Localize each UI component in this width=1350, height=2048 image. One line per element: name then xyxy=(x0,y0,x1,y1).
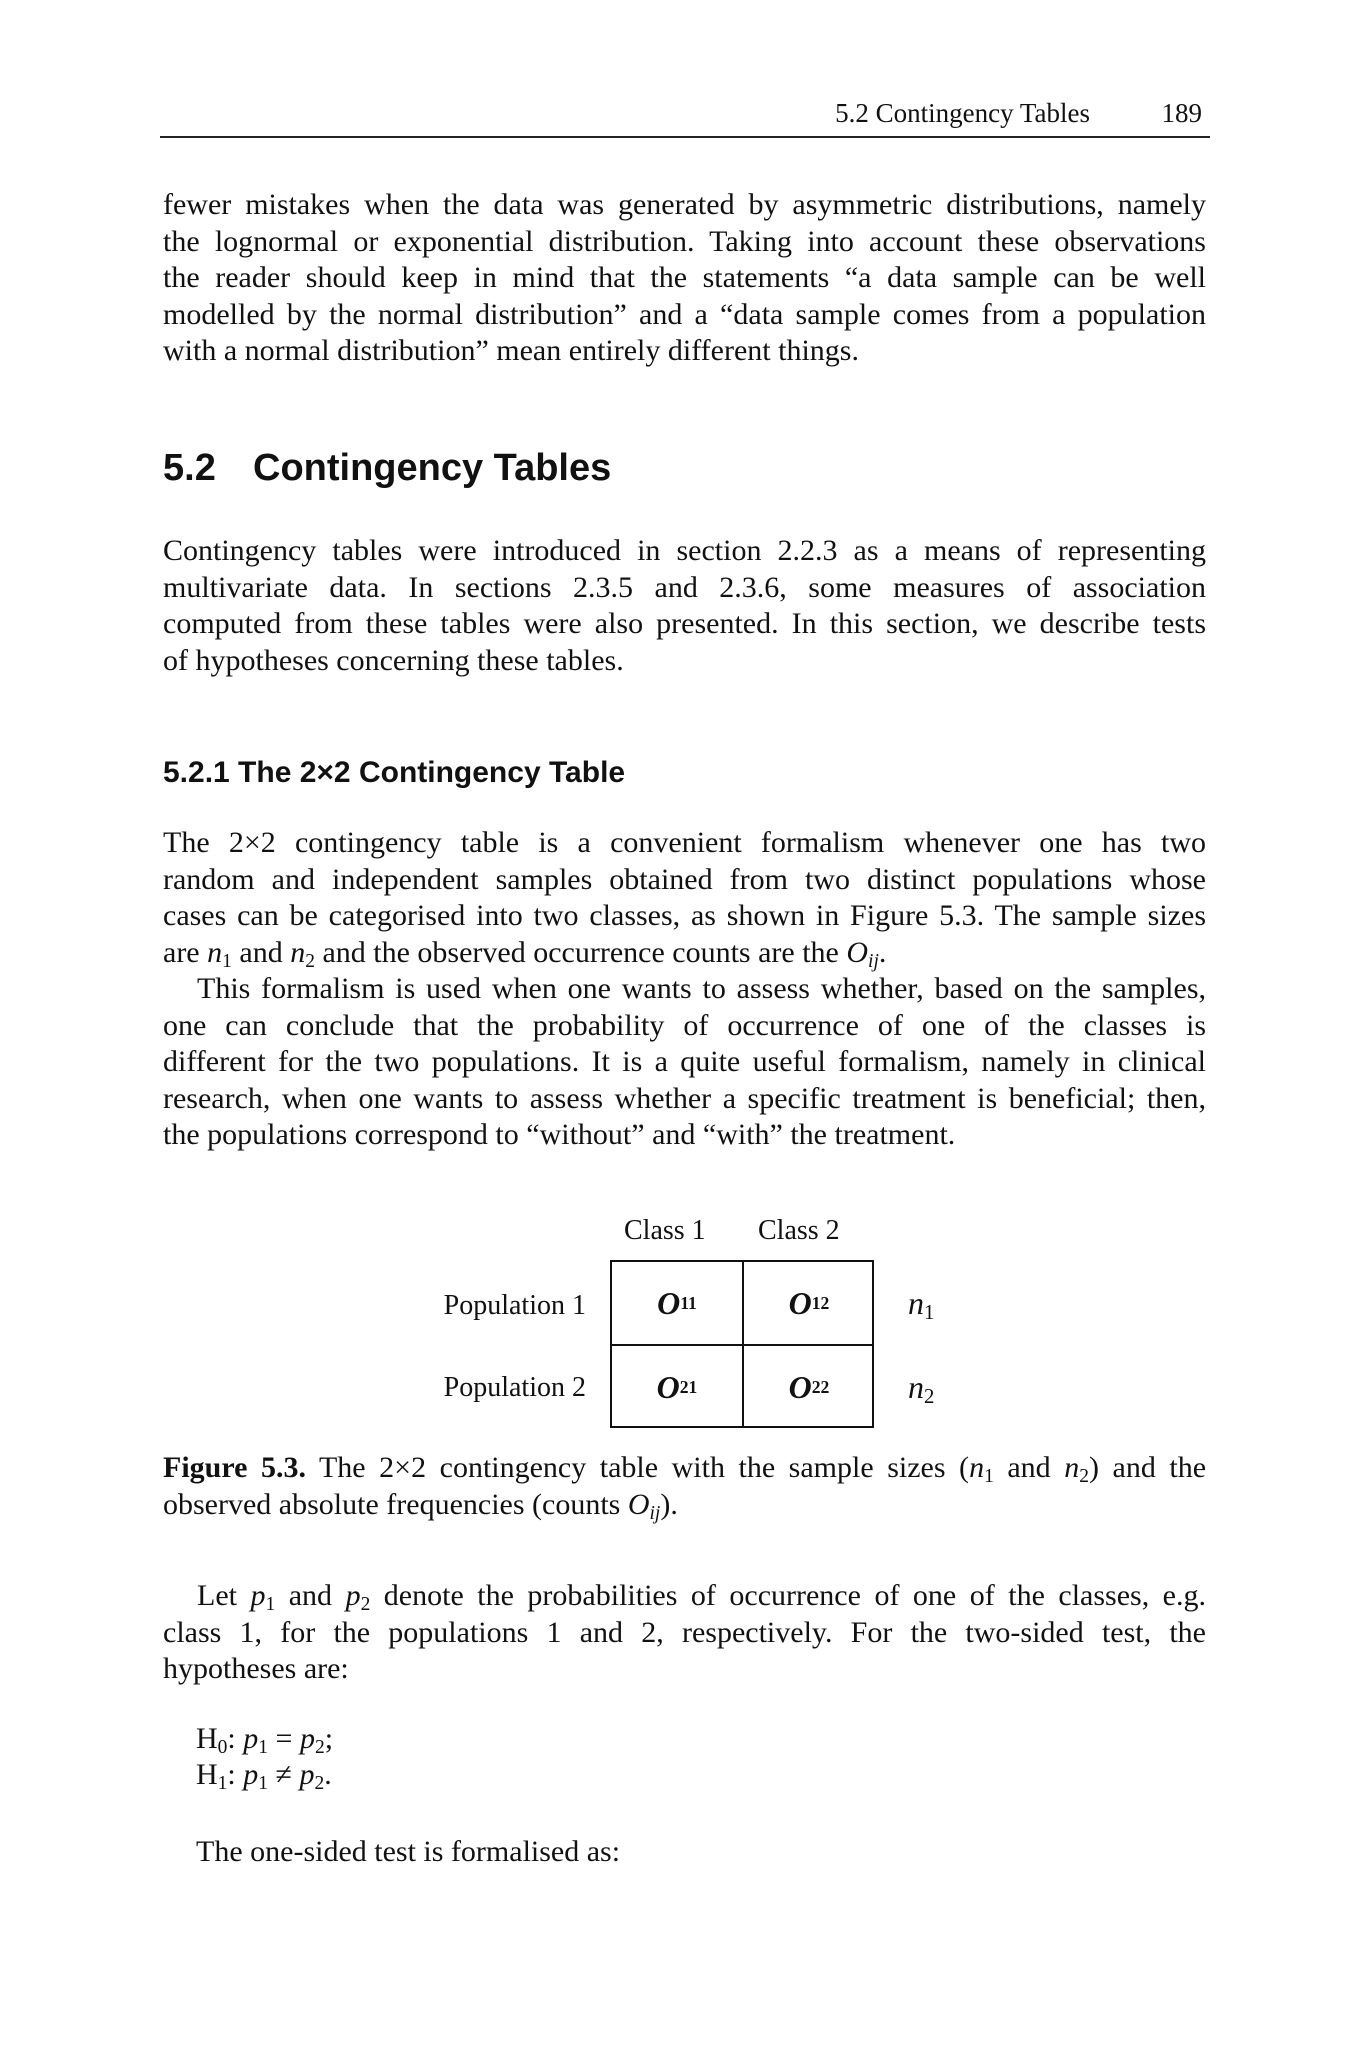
math-symbol: p xyxy=(299,1758,315,1791)
text-fragment: denote the probabilities of occurrence of one of the classes, e.g. xyxy=(370,1579,1207,1612)
text-fragment: . xyxy=(324,1758,332,1791)
math-subscript: 0 xyxy=(217,1736,228,1758)
text-line: with a normal distribution” mean entirely different things. xyxy=(163,334,859,367)
math-subscript: 1 xyxy=(222,950,232,972)
text-line: the lognormal or exponential distribution. Taking into account these observations xyxy=(163,224,1206,258)
text-line: cases can be categorised into two classes, as shown in Figure 5.3. The sample sizes xyxy=(163,899,1206,932)
text-fragment: and xyxy=(275,1579,346,1612)
text-line: fewer mistakes when the data was generated by asymmetric distributions, namely xyxy=(163,188,1206,221)
text-line: class 1, for the populations 1 and 2, respectively. For the two-sided test, the xyxy=(163,1615,1206,1649)
caption-label: Figure 5.3. xyxy=(163,1451,306,1484)
math-subscript: 2 xyxy=(305,950,315,972)
running-header xyxy=(160,96,1210,138)
math-symbol: n xyxy=(908,1369,924,1405)
math-symbol: p xyxy=(299,1722,315,1755)
cell-o12: O 12 xyxy=(788,1284,830,1321)
text-fragment: Let xyxy=(197,1579,251,1612)
math-subscript: ij xyxy=(649,1502,661,1524)
text-line: The 2×2 contingency table is a convenient formalism whenever one has two xyxy=(163,826,1206,859)
text-line: Contingency tables were introduced in section 2.2.3 as a means of representing xyxy=(163,534,1206,567)
math-symbol: H xyxy=(196,1722,218,1755)
header-section-title: 5.2 Contingency Tables xyxy=(835,98,1090,128)
subsection-paragraph-2 xyxy=(163,971,1206,1154)
caption-line xyxy=(163,1487,1206,1524)
math-symbol: n xyxy=(1064,1451,1080,1484)
math-subscript: 1 xyxy=(217,1772,228,1794)
math-subscript: 1 xyxy=(258,1772,269,1794)
text-fragment: and the observed occurrence counts are the xyxy=(314,935,847,969)
math-subscript: 2 xyxy=(314,1736,325,1758)
text-fragment: observed absolute frequencies (counts xyxy=(163,1487,628,1521)
text-line: hypotheses are: xyxy=(163,1652,349,1685)
text-fragment: are xyxy=(163,935,208,969)
subsection-heading: 5.2.1 The 2×2 Contingency Table xyxy=(163,756,626,789)
header-page-number: 189 xyxy=(1161,98,1202,128)
text-fragment: : xyxy=(227,1722,244,1755)
math-symbol: p xyxy=(345,1579,361,1612)
cell-o11: O 11 xyxy=(657,1284,697,1321)
column-header-class-2: Class 2 xyxy=(758,1215,840,1246)
math-operator: = xyxy=(268,1722,300,1755)
text-line: one can conclude that the probability of occurrence of one of the classes is xyxy=(163,1008,1206,1042)
text-line: modelled by the normal distribution” and a “data sample comes from a population xyxy=(163,297,1206,331)
one-sided-intro: The one-sided test is formalised as: xyxy=(196,1835,621,1868)
text-line: the populations correspond to “without” and “with” the treatment. xyxy=(163,1118,956,1151)
cell-o21: O 21 xyxy=(656,1368,698,1405)
text-fragment: and xyxy=(993,1451,1065,1484)
text-line: multivariate data. In sections 2.3.5 and 2.3.6, some measures of association xyxy=(163,570,1206,604)
text-line: of hypotheses concerning these tables. xyxy=(163,643,624,677)
row-header-population-1: Population 1 xyxy=(443,1290,586,1321)
math-subscript: 1 xyxy=(265,1593,276,1615)
text-fragment: . xyxy=(878,935,887,969)
math-symbol: p xyxy=(243,1722,259,1755)
math-symbol: H xyxy=(196,1758,218,1791)
math-subscript: 2 xyxy=(314,1772,325,1794)
section-paragraph xyxy=(163,533,1206,679)
math-subscript: 1 xyxy=(924,1301,935,1325)
hypothesis-h0 xyxy=(196,1722,333,1756)
text-fragment: and xyxy=(231,935,291,969)
text-fragment: ). xyxy=(660,1487,678,1521)
text-line: This formalism is used when one wants to assess whether, based on the samples, xyxy=(197,972,1206,1005)
text-line xyxy=(163,1578,1206,1615)
math-subscript: 2 xyxy=(1079,1465,1089,1487)
row-total-n2 xyxy=(908,1369,935,1409)
math-subscript: ij xyxy=(868,950,879,972)
text-fragment: ; xyxy=(324,1722,334,1755)
math-symbol: p xyxy=(250,1579,266,1612)
after-figure-paragraph xyxy=(163,1578,1206,1688)
contingency-grid xyxy=(610,1260,874,1428)
grid-divider xyxy=(612,1344,872,1346)
text-fragment: ) and the xyxy=(1088,1451,1207,1484)
math-symbol: O xyxy=(657,1284,681,1321)
math-symbol: O xyxy=(788,1284,812,1321)
math-symbol: O xyxy=(788,1368,812,1405)
subsection-paragraph-1 xyxy=(163,825,1206,971)
row-header-population-2: Population 2 xyxy=(443,1372,586,1403)
row-total-n1 xyxy=(908,1285,935,1325)
text-fragment: : xyxy=(227,1758,244,1791)
text-line: research, when one wants to assess whether a specific treatment is beneficial; then, xyxy=(163,1081,1206,1115)
text-line xyxy=(163,935,1206,972)
caption-line xyxy=(163,1450,1206,1487)
math-subscript: 1 xyxy=(258,1736,269,1758)
math-symbol: n xyxy=(207,935,223,969)
text-fragment: The 2×2 contingency table with the sample sizes ( xyxy=(305,1451,970,1484)
text-line: the reader should keep in mind that the statements “a data sample can be well xyxy=(163,261,1206,294)
math-symbol: O xyxy=(656,1368,680,1405)
text-line: computed from these tables were also presented. In this section, we describe tests xyxy=(163,607,1206,640)
hypothesis-h1 xyxy=(196,1758,332,1792)
math-operator: ≠ xyxy=(268,1758,300,1791)
math-subscript: 1 xyxy=(984,1465,994,1487)
text-line: different for the two populations. It is a quite useful formalism, namely in clinical xyxy=(163,1045,1206,1078)
math-subscript: 2 xyxy=(924,1385,935,1409)
math-symbol: O xyxy=(846,935,869,969)
math-symbol: n xyxy=(290,935,306,969)
intro-paragraph xyxy=(163,187,1206,370)
math-symbol: n xyxy=(908,1285,924,1321)
math-subscript: 2 xyxy=(360,1593,371,1615)
cell-o22: O 22 xyxy=(788,1368,830,1405)
math-symbol: p xyxy=(243,1758,259,1791)
section-number: 5.2 xyxy=(163,447,216,489)
grid-divider xyxy=(742,1262,744,1426)
math-symbol: n xyxy=(969,1451,985,1484)
math-symbol: O xyxy=(627,1487,650,1521)
text-line: random and independent samples obtained from two distinct populations whose xyxy=(163,862,1206,896)
section-title: Contingency Tables xyxy=(253,447,612,489)
section-heading xyxy=(163,447,611,490)
column-header-class-1: Class 1 xyxy=(624,1215,706,1246)
figure-caption xyxy=(163,1450,1206,1523)
